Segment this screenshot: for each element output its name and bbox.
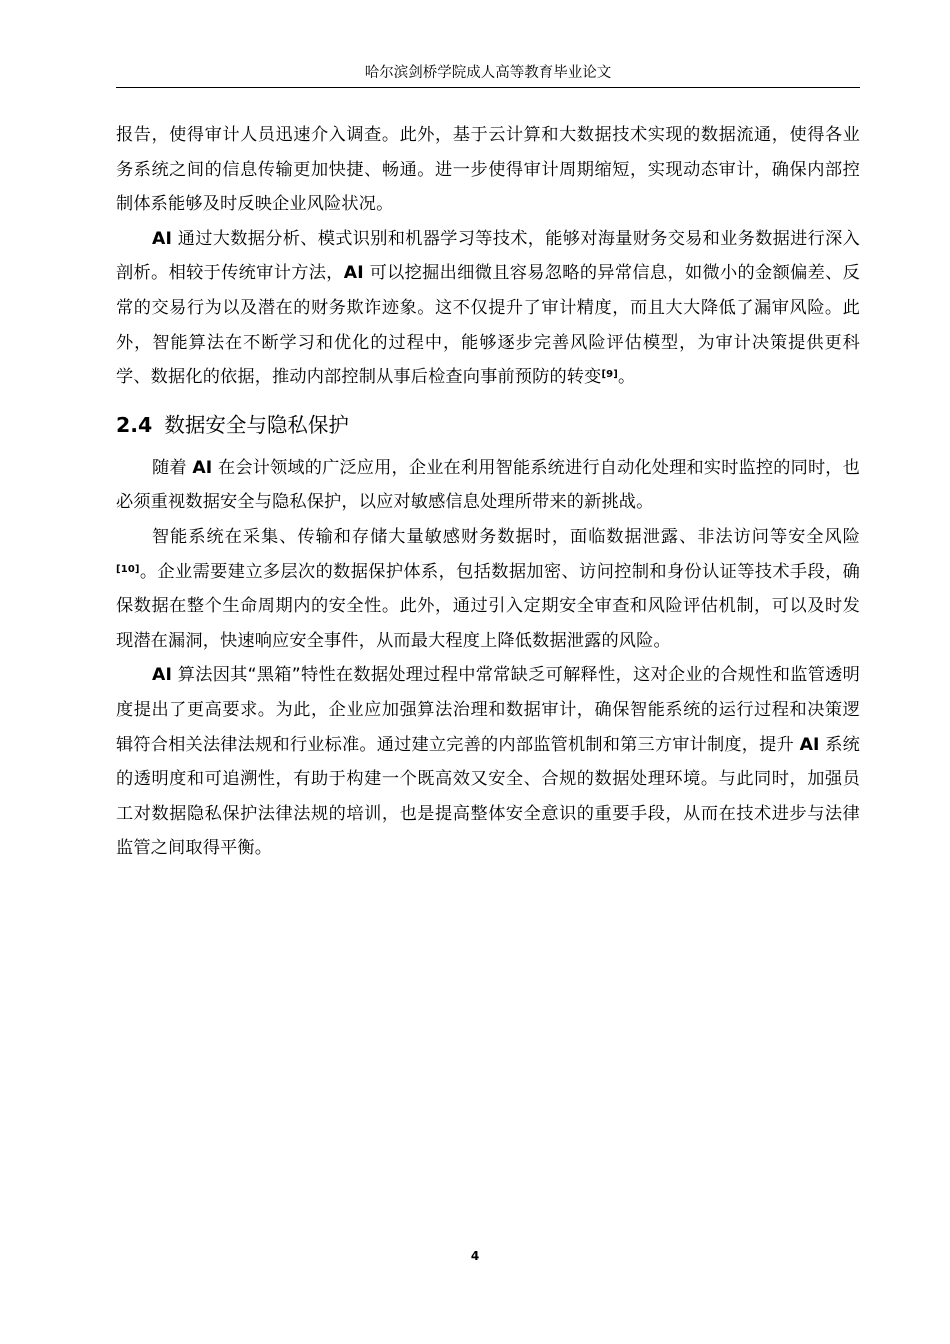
citation-9: [9] [601,369,619,381]
paragraph-2-end: 。 [618,367,636,388]
header-rule [116,87,860,88]
paragraph-5-text-b: 系统的透明度和可追溯性，有助于构建一个既高效又安全、合规的数据处理环境。与此同时，加强员工对数据隐私保护法律法规的培训，也是提高整体安全意识的重要手段，从而在技术进步与法律监管之间取得平衡。 [116,734,860,859]
paragraph-2-text-a: 通过大数据分析、模式识别和机器学习等技术，能够对海量财务交易和业务数据进行深入剖析。相较于传统审计方法， [116,228,860,284]
paragraph-5-text-a: 算法因其“黑箱”特性在数据处理过程中常常缺乏可解释性，这对企业的合规性和监管透明度提出了更高要求。为此，企业应加强算法治理和数据审计，确保智能系统的运行过程和决策逻辑符合相关法律法规和行业标准。通过建立完善的内部监管机制和第三方审计制度，提升 [116,665,860,755]
paragraph-3-text-a: 随着 [152,457,193,478]
paragraph-2 [116,222,860,395]
section-title: 数据安全与隐私保护 [164,412,349,437]
citation-10: [10] [116,563,140,575]
paragraph-2-text-b: 可以挖掘出细微且容易忽略的异常信息，如微小的金额偏差、反常的交易行为以及潜在的财务欺诈迹象。这不仅提升了审计精度，而且大大降低了漏审风险。此外，智能算法在不断学习和优化的过程中，能够逐步完善风险评估模型，为审计决策提供更科学、数据化的依据，推动内部控制从事后检查向事前预防的转变 [116,263,860,388]
section-heading [116,403,860,447]
ai-term: AI [192,457,213,478]
paragraph-3 [116,451,860,520]
paragraph-4 [116,520,860,658]
ai-term: AI [152,665,172,686]
page-number: 4 [470,1249,480,1263]
paragraph-5 [116,658,860,866]
section-number: 2.4 [116,412,153,437]
body-text [116,118,860,866]
paragraph-3-text-b: 在会计领域的广泛应用，企业在利用智能系统进行自动化处理和实时监控的同时，也必须重视数据安全与隐私保护，以应对敏感信息处理所带来的新挑战。 [116,457,860,513]
paragraph-4-text-a: 智能系统在采集、传输和存储大量敏感财务数据时，面临数据泄露、非法访问等安全风险 [152,526,860,547]
ai-term: AI [799,734,820,755]
ai-term: AI [343,263,364,284]
ai-term: AI [152,228,172,249]
running-header: 哈尔滨剑桥学院成人高等教育毕业论文 [364,65,612,81]
paragraph-1 [116,118,860,222]
paragraph-4-text-b: 。企业需要建立多层次的数据保护体系，包括数据加密、访问控制和身份认证等技术手段，确保数据在整个生命周期内的安全性。此外，通过引入定期安全审查和风险评估机制，可以及时发现潜在漏洞，快速响应安全事件，从而最大程度上降低数据泄露的风险。 [116,561,860,651]
paragraph-1-text: 报告，使得审计人员迅速介入调查。此外，基于云计算和大数据技术实现的数据流通，使得各业务系统之间的信息传输更加快捷、畅通。进一步使得审计周期缩短，实现动态审计，确保内部控制体系能够及时反映企业风险状况。 [116,125,860,215]
